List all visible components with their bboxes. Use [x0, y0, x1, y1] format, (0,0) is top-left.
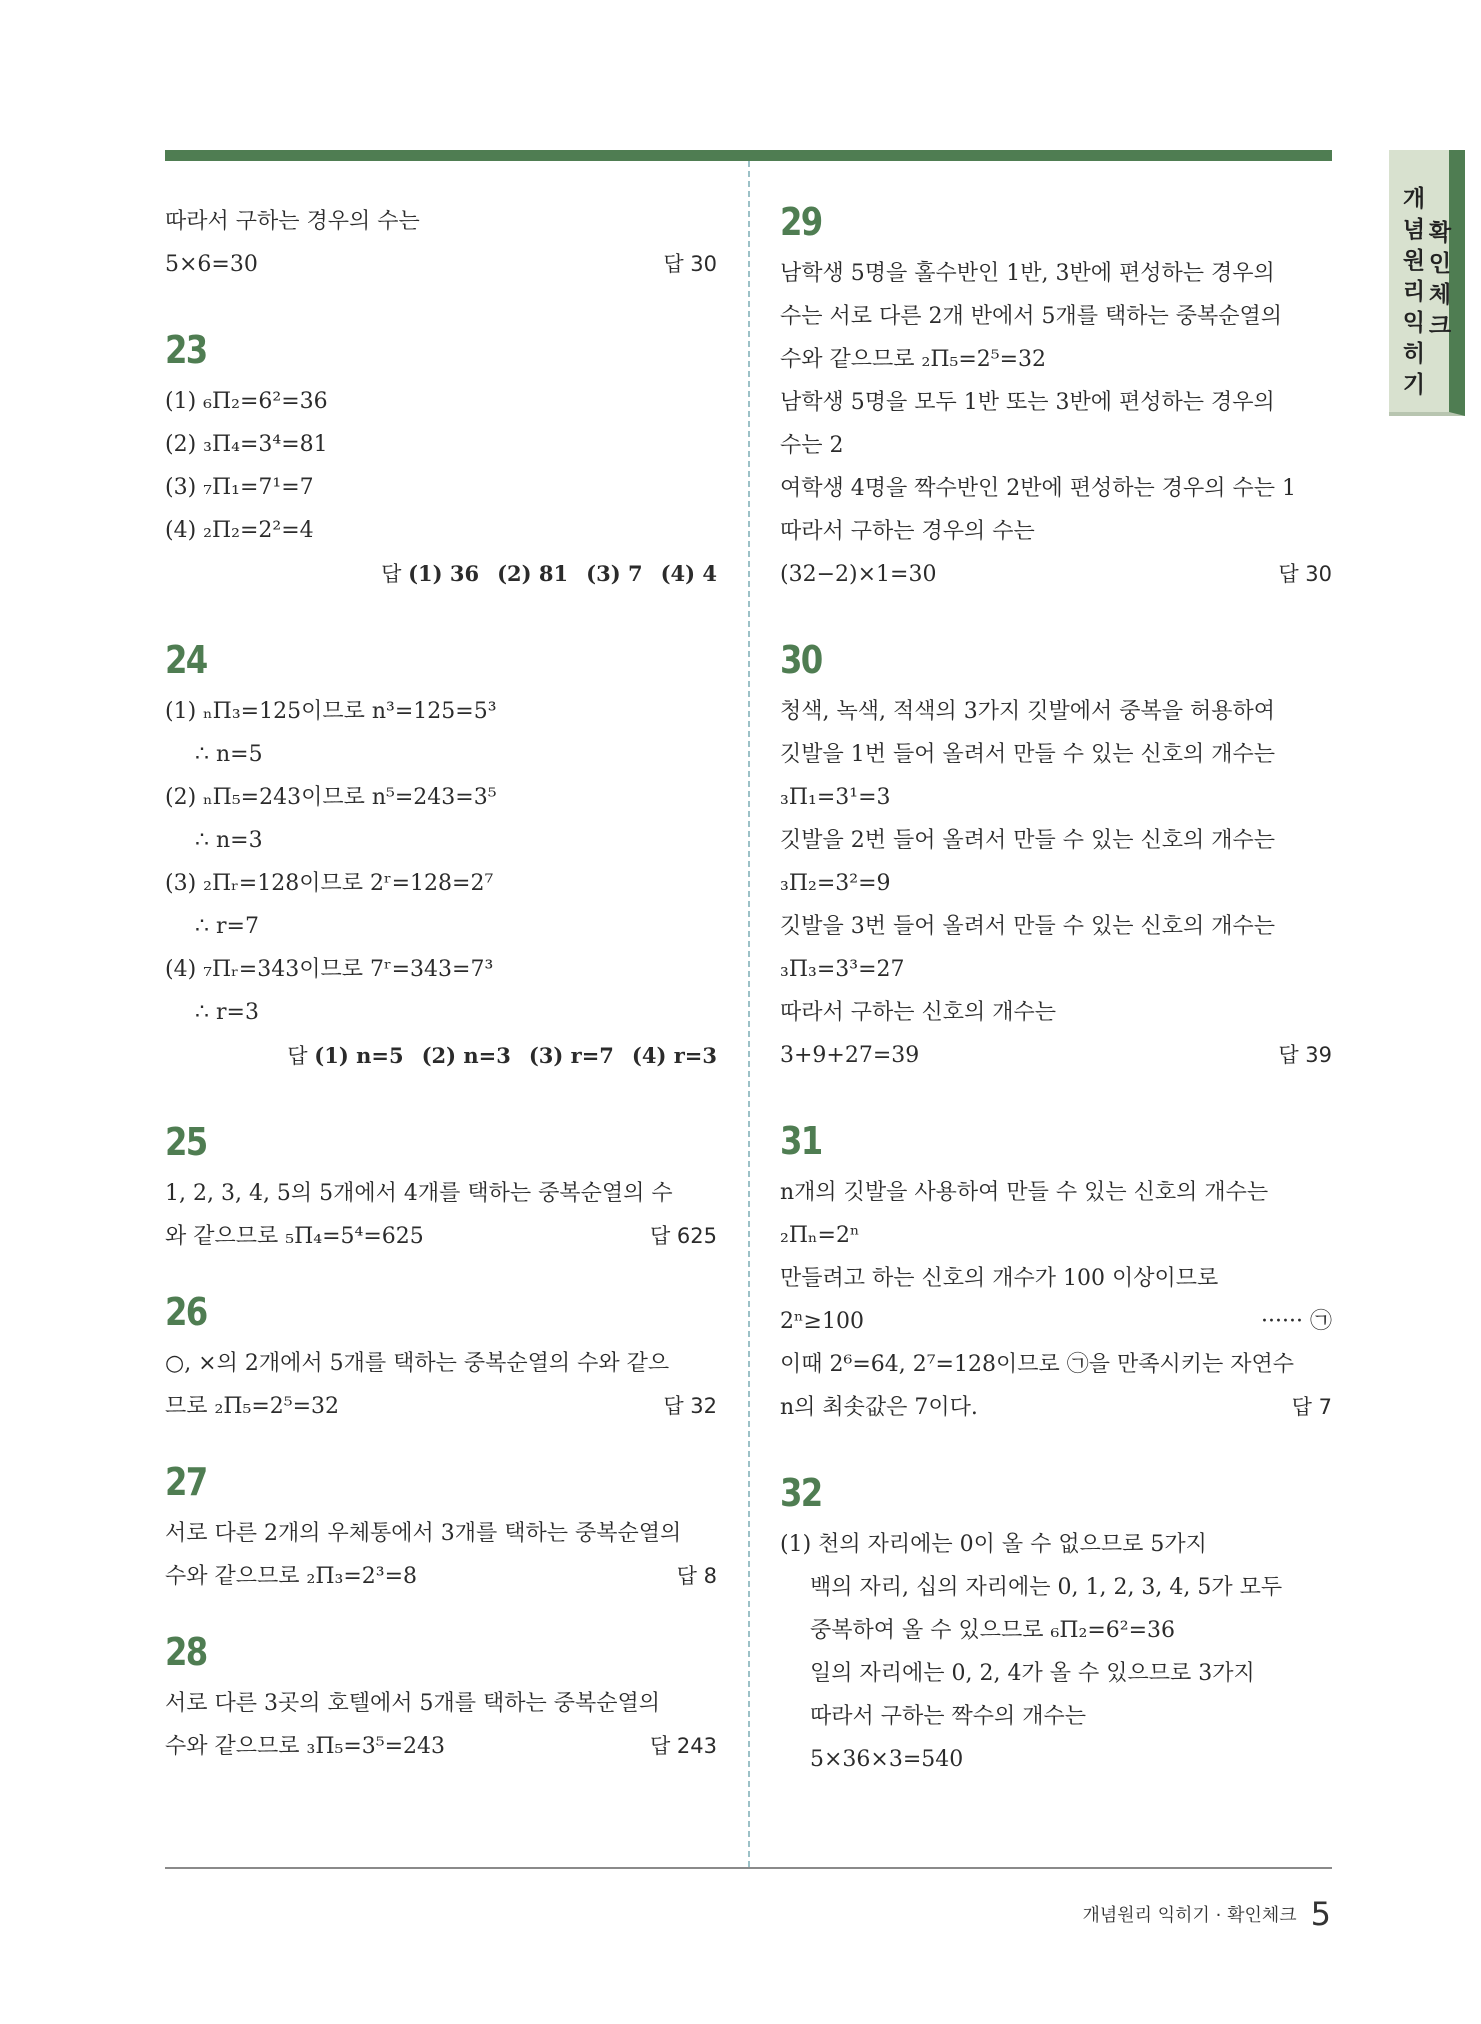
- text-line: [165, 1215, 717, 1258]
- text-line: 따라서 구하는 경우의 수는: [165, 209, 420, 234]
- text-line: (4) ₂Π₂=2²=4: [165, 518, 314, 543]
- answer-item: (4) r=3: [631, 1043, 717, 1068]
- text-line: 백의 자리, 십의 자리에는 0, 1, 2, 3, 4, 5가 모두: [810, 1575, 1283, 1600]
- answer-row: [165, 552, 717, 596]
- text-line: n개의 깃발을 사용하여 만들 수 있는 신호의 개수는: [780, 1180, 1269, 1205]
- page-footer: [1082, 1895, 1331, 1933]
- answer-item: (1) 36: [408, 561, 480, 586]
- answer-item: (2) 81: [497, 561, 569, 586]
- side-section-tab: [1389, 150, 1465, 416]
- text-line: 남학생 5명을 홀수반인 1반, 3반에 편성하는 경우의: [780, 261, 1275, 286]
- problem-number: 24: [165, 638, 207, 682]
- text-line: 깃발을 3번 들어 올려서 만들 수 있는 신호의 개수는: [780, 914, 1275, 939]
- text-line: 1, 2, 3, 4, 5의 5개에서 4개를 택하는 중복순열의 수: [165, 1181, 673, 1206]
- answer-row: [165, 1034, 717, 1078]
- text-line: (2) ₙΠ₅=243이므로 n⁵=243=3⁵: [165, 785, 497, 810]
- text-line: 이때 2⁶=64, 2⁷=128이므로 ㉠을 만족시키는 자연수: [780, 1352, 1294, 1377]
- text-line: ₃Π₂=3²=9: [780, 871, 891, 896]
- text-line: (4) ₇Πᵣ=343이므로 7ʳ=343=7³: [165, 957, 494, 982]
- answer-item: (1) n=5: [314, 1043, 404, 1068]
- text-line: 따라서 구하는 신호의 개수는: [780, 1000, 1057, 1025]
- text-line: (2) ₃Π₄=3⁴=81: [165, 432, 328, 457]
- text-line: [780, 1386, 1332, 1429]
- text-line: 일의 자리에는 0, 2, 4가 올 수 있으므로 3가지: [810, 1661, 1255, 1686]
- text-line: [165, 243, 717, 286]
- column-divider: [748, 161, 750, 1867]
- text-line: ∴ n=5: [195, 742, 263, 767]
- text-line: ∴ r=3: [195, 1000, 259, 1025]
- problem-number: 28: [165, 1630, 207, 1674]
- side-tab-label-main: 개념원리 익히기: [1402, 186, 1426, 398]
- problem-number: 25: [165, 1120, 207, 1164]
- answer-label: 답: [287, 1044, 308, 1068]
- answer: 답 8: [676, 1564, 717, 1588]
- text-line: 깃발을 2번 들어 올려서 만들 수 있는 신호의 개수는: [780, 828, 1275, 853]
- equation: n의 최솟값은 7이다.: [780, 1395, 978, 1420]
- text-line: [165, 1385, 717, 1428]
- problem-number: 31: [780, 1119, 822, 1163]
- text-line: 수와 같으므로 ₂Π₅=2⁵=32: [780, 347, 1047, 372]
- text-line: 따라서 구하는 경우의 수는: [780, 519, 1035, 544]
- text-line: 수는 서로 다른 2개 반에서 5개를 택하는 중복순열의: [780, 304, 1282, 329]
- answer: 답 32: [663, 1394, 717, 1418]
- answer-item: (4) 4: [660, 561, 717, 586]
- text-line: [780, 1300, 1332, 1343]
- text-line: ₂Πₙ=2ⁿ: [780, 1223, 860, 1248]
- text-line: [780, 553, 1332, 596]
- text-line: [165, 1555, 717, 1598]
- text-line: [165, 1725, 717, 1768]
- text-line: 수는 2: [780, 433, 844, 458]
- top-green-bar: [165, 150, 1332, 161]
- answer: 답 39: [1278, 1043, 1332, 1067]
- equation: 수와 같으므로 ₃Π₅=3⁵=243: [165, 1734, 445, 1759]
- problem-number: 26: [165, 1290, 207, 1334]
- text-line: 따라서 구하는 짝수의 개수는: [810, 1704, 1087, 1729]
- answer-item: (3) r=7: [528, 1043, 614, 1068]
- problem-number: 27: [165, 1460, 207, 1504]
- text-line: (3) ₂Πᵣ=128이므로 2ʳ=128=2⁷: [165, 871, 494, 896]
- text-line: ∴ r=7: [195, 914, 259, 939]
- equation: 와 같으므로 ₅Π₄=5⁴=625: [165, 1224, 424, 1249]
- right-column: [780, 200, 1332, 1781]
- equation: 3+9+27=39: [780, 1043, 920, 1068]
- answer: 답 30: [663, 252, 717, 276]
- problem-number: 32: [780, 1471, 822, 1515]
- text-line: (1) ₙΠ₃=125이므로 n³=125=5³: [165, 699, 497, 724]
- text-line: 청색, 녹색, 적색의 3가지 깃발에서 중복을 허용하여: [780, 699, 1275, 724]
- answer: 답 7: [1291, 1395, 1332, 1419]
- equation-marker: ······ ㉠: [1261, 1309, 1332, 1334]
- text-line: 여학생 4명을 짝수반인 2반에 편성하는 경우의 수는 1: [780, 476, 1296, 501]
- problem-number: 29: [780, 200, 822, 244]
- answer: 답 625: [649, 1224, 717, 1248]
- text-line: ₃Π₃=3³=27: [780, 957, 905, 982]
- answer-item: (2) n=3: [421, 1043, 511, 1068]
- footer-section-title: 개념원리 익히기 · 확인체크: [1082, 1905, 1297, 1926]
- equation: 5×6=30: [165, 252, 258, 277]
- left-column: [165, 200, 717, 1768]
- text-line: 깃발을 1번 들어 올려서 만들 수 있는 신호의 개수는: [780, 742, 1275, 767]
- text-line: ∴ n=3: [195, 828, 263, 853]
- side-tab-label-check: 확인체크: [1428, 220, 1452, 339]
- text-line: (1) 천의 자리에는 0이 올 수 없으므로 5가지: [780, 1532, 1207, 1557]
- answer-label: 답: [381, 562, 402, 586]
- answer-item: (3) 7: [586, 561, 643, 586]
- text-line: 서로 다른 2개의 우체통에서 3개를 택하는 중복순열의: [165, 1521, 682, 1546]
- equation: 므로 ₂Π₅=2⁵=32: [165, 1394, 339, 1419]
- text-line: [780, 1034, 1332, 1077]
- equation: 2ⁿ≥100: [780, 1309, 864, 1334]
- text-line: 5×36×3=540: [810, 1747, 964, 1772]
- answer: 답 243: [649, 1734, 717, 1758]
- text-line: 중복하여 올 수 있으므로 ₆Π₂=6²=36: [810, 1618, 1175, 1643]
- text-line: (1) ₆Π₂=6²=36: [165, 389, 328, 414]
- text-line: 만들려고 하는 신호의 개수가 100 이상이므로: [780, 1266, 1219, 1291]
- text-line: ○, ×의 2개에서 5개를 택하는 중복순열의 수와 같으: [165, 1351, 670, 1376]
- text-line: 서로 다른 3곳의 호텔에서 5개를 택하는 중복순열의: [165, 1691, 660, 1716]
- page-number: 5: [1310, 1895, 1331, 1933]
- answer: 답 30: [1278, 562, 1332, 586]
- text-line: 남학생 5명을 모두 1반 또는 3반에 편성하는 경우의: [780, 390, 1275, 415]
- equation: 수와 같으므로 ₂Π₃=2³=8: [165, 1564, 418, 1589]
- text-line: ₃Π₁=3¹=3: [780, 785, 891, 810]
- equation: (32−2)×1=30: [780, 562, 937, 587]
- text-line: (3) ₇Π₁=7¹=7: [165, 475, 314, 500]
- bottom-rule: [165, 1867, 1332, 1869]
- problem-number: 23: [165, 328, 207, 372]
- problem-number: 30: [780, 638, 822, 682]
